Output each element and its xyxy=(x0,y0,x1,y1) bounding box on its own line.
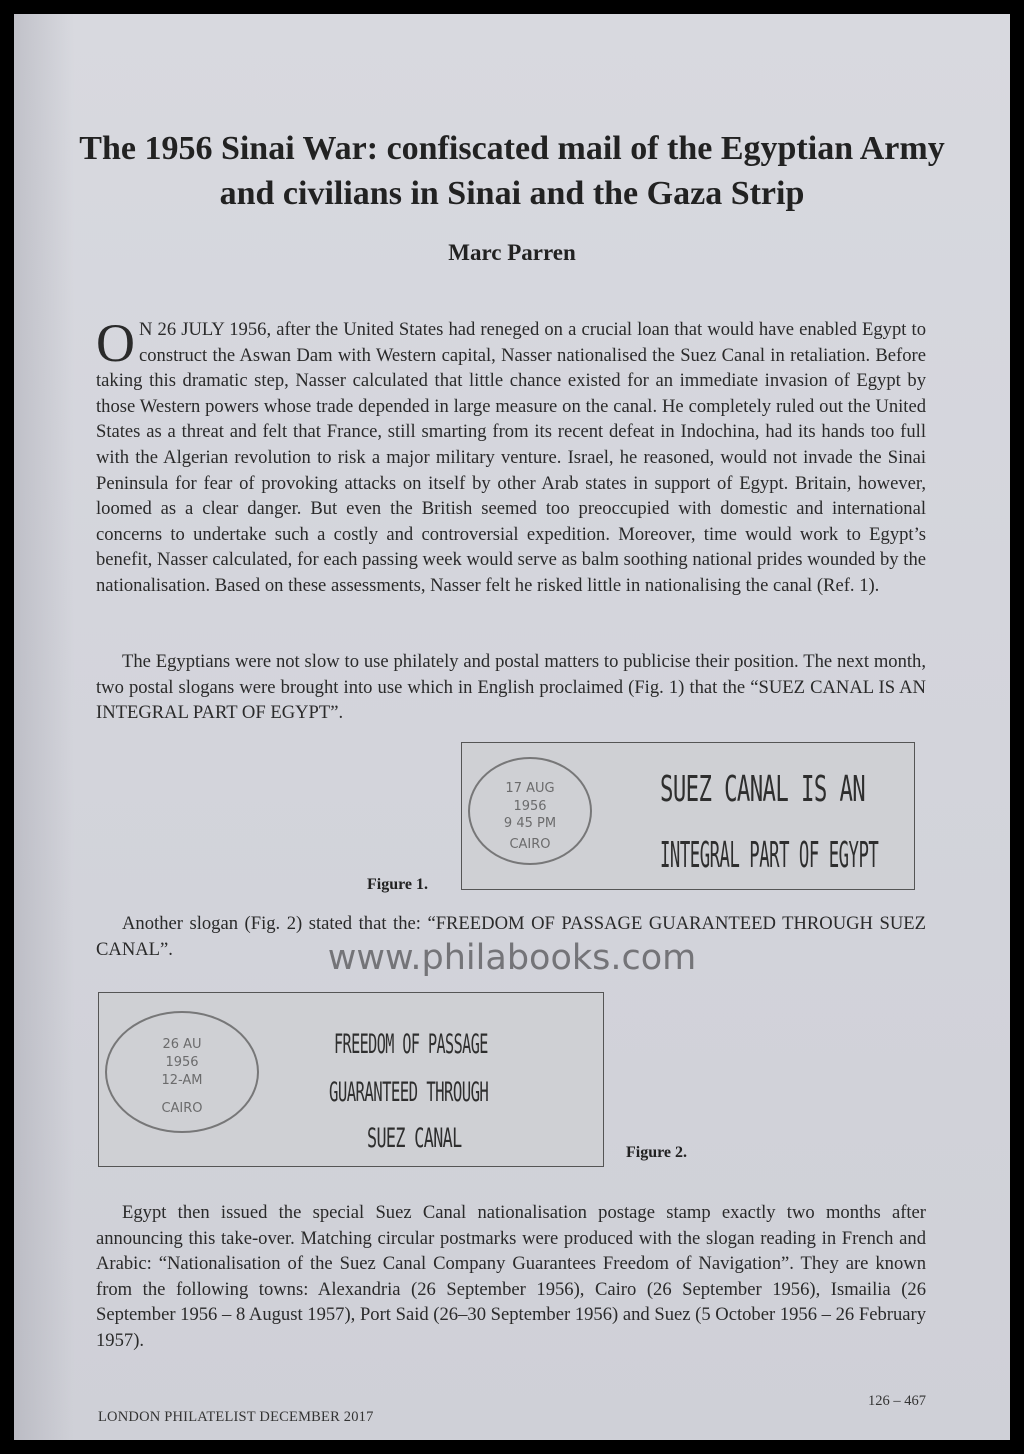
footer-publication: LONDON PHILATELIST DECEMBER 2017 xyxy=(98,1409,374,1425)
figure-1-postmark-time: 9 45 PM xyxy=(503,816,557,831)
figure-2-postmark-date: 26 AU xyxy=(162,1037,202,1052)
figure-2-slogan-line-1: FREEDOM OF PASSAGE xyxy=(334,1029,488,1060)
figure-1-caption: Figure 1. xyxy=(367,876,429,893)
watermark: www.philabooks.com xyxy=(327,938,697,978)
figure-1-slogan-line-1: SUEZ CANAL IS AN xyxy=(660,769,866,810)
figure-2-postmark-city: CAIRO xyxy=(161,1101,203,1116)
paragraph-second-slogan: Another slogan (Fig. 2) stated that the: “FREEDOM OF PASSAGE GUARANTEED THROUGH SUEZ CANAL”. xyxy=(96,913,926,960)
magazine-page xyxy=(14,14,1010,1440)
figure-1-postmark-city: CAIRO xyxy=(509,837,551,852)
figure-2-postmark-time: 12-AM xyxy=(161,1073,203,1088)
figure-2-image xyxy=(98,992,604,1167)
paragraph-stamp-issue: Egypt then issued the special Suez Canal nationalisation postage stamp exactly two months after announcing this take-over. Matching circular postmarks were produced with the slogan reading in French and Arabic: “Nationalisation of the Suez Canal Company Guarantees Freedom of Navigation”. They are known from the following towns: Alexandria (26 September 1956), Cairo (26 September 1956), Ismailia (26 September 1956 – 8 August 1957), Port Said (26–30 September 1956) and Suez (5 October 1956 – 26 February 1957). xyxy=(96,1202,926,1351)
figure-2-postmark xyxy=(105,1011,259,1133)
paragraph-slogans: The Egyptians were not slow to use philately and postal matters to publicise their position. The next month, two postal slogans were brought into use which in English proclaimed (Fig. 1) that the “SUEZ CANAL IS AN INTEGRAL PART OF EGYPT”. xyxy=(96,651,926,724)
figure-2-postmark-year: 1956 xyxy=(165,1055,199,1070)
figure-1-postmark-date: 17 AUG xyxy=(505,781,555,796)
figure-2-caption: Figure 2. xyxy=(626,1144,688,1161)
article-author: Marc Parren xyxy=(448,240,576,265)
figure-1-slogan-line-2: INTEGRAL PART OF EGYPT xyxy=(660,835,879,876)
figure-1-postmark-year: 1956 xyxy=(513,799,547,814)
paragraph-intro xyxy=(96,313,926,599)
figure-1-image xyxy=(461,742,915,890)
footer-page-number: 126 – 467 xyxy=(868,1393,926,1409)
figure-1-postmark xyxy=(468,757,592,865)
figure-2-slogan-line-3: SUEZ CANAL xyxy=(367,1123,462,1154)
article-title: The 1956 Sinai War: confiscated mail of the Egyptian Army and civilians in Sinai and the Gaza Strip xyxy=(79,130,945,212)
figure-2-slogan-line-2: GUARANTEED THROUGH xyxy=(329,1077,489,1108)
drop-cap: O xyxy=(96,313,135,373)
page-gutter-shadow xyxy=(14,14,74,1440)
paragraph-intro-text: N 26 JULY 1956, after the United States had reneged on a crucial loan that would have enabled Egypt to construct the Aswan Dam with Western capital, Nasser nationalised the Suez Canal in retaliation. Before taking this dramatic step, Nasser calculated that little chance existed for an immediate invasion of Egypt by those Western powers whose trade depended in large measure on the canal. He completely ruled out the United States as a threat and felt that France, still smarting from its recent defeat in Indochina, had its hands too full with the Algerian revolution to risk a major military venture. Israel, he reasoned, would not invade the Sinai Peninsula for fear of provoking attacks on itself by other Arab states in support of Egypt. Britain, however, loomed as a clear danger. But even the British seemed too preoccupied with domestic and international concerns to undertake such a costly and controversial expedition. Moreover, time would work to Egypt’s benefit, Nasser calculated, for each passing week would serve as balm soothing national prides wounded by the nationalisation. Based on these assessments, Nasser felt he risked little in nationalising the canal (Ref. 1). xyxy=(96,319,926,596)
